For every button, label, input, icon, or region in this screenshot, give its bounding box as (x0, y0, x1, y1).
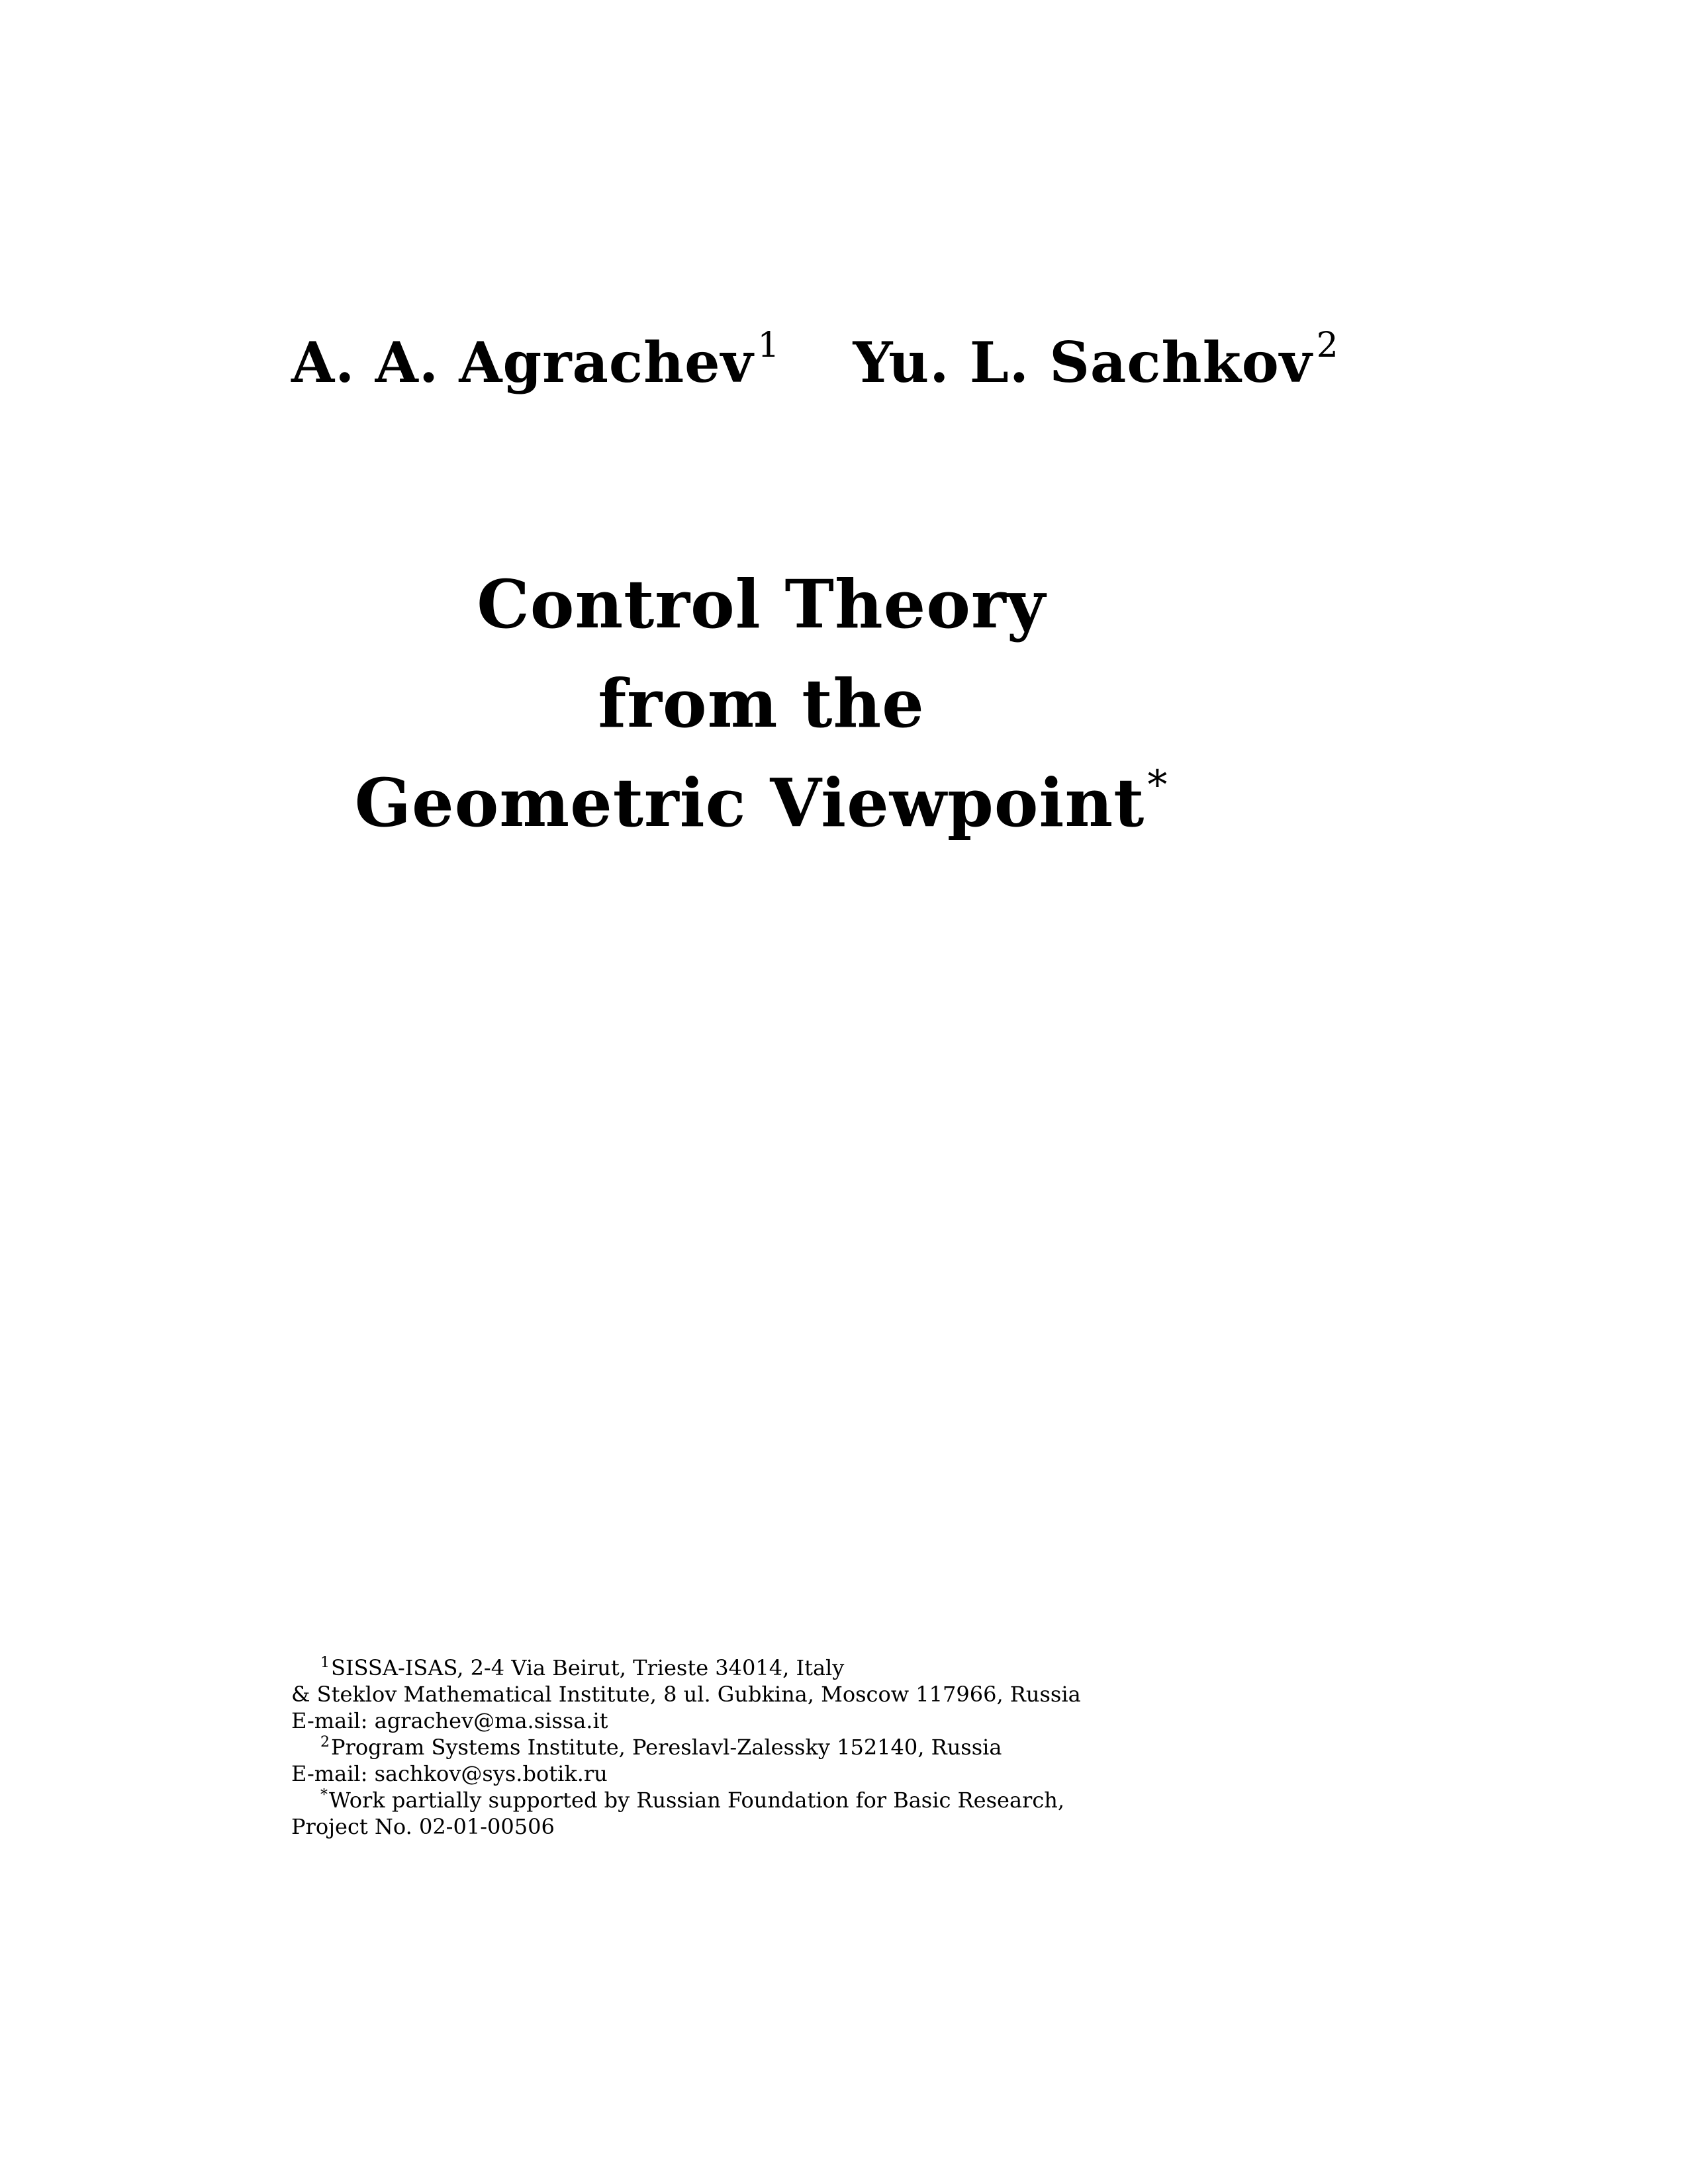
author-agrachev (291, 323, 780, 410)
authors-line (291, 323, 1339, 402)
affiliation-mark: 2 (1316, 326, 1339, 365)
title-line-2: from the (598, 664, 925, 743)
book-title (0, 555, 1523, 852)
footnote-3-line-1 (291, 1787, 1417, 1813)
footnote-2-line-2: E-mail: sachkov@sys.botik.ru (291, 1761, 608, 1786)
footnote-mark: 2 (320, 1734, 330, 1751)
footnote-text: SISSA-ISAS, 2-4 Via Beirut, Trieste 34014, Italy (331, 1655, 845, 1680)
footnote-1-line-2: & Steklov Mathematical Institute, 8 ul. Gubkina, Moscow 117966, Russia (291, 1682, 1081, 1707)
author-sachkov (853, 323, 1338, 410)
footnote-text: Work partially supported by Russian Foundation for Basic Research, (329, 1788, 1065, 1813)
footnote-mark: 1 (320, 1655, 330, 1671)
footnote-2-line-1 (291, 1734, 1417, 1760)
title-line-3 (0, 753, 1523, 852)
funding-mark: * (1147, 762, 1168, 808)
author-name: A. A. Agrachev (291, 330, 754, 395)
footnote-mark: * (320, 1787, 328, 1803)
footnote-1-line-1 (291, 1655, 1417, 1681)
affiliation-mark: 1 (757, 326, 780, 365)
footnote-1-line-3: E-mail: agrachev@ma.sissa.it (291, 1708, 608, 1733)
footnote-text: Program Systems Institute, Pereslavl-Zalessky 152140, Russia (331, 1735, 1002, 1760)
footnotes (291, 1655, 1417, 1840)
footnote-3-line-2: Project No. 02-01-00506 (291, 1814, 555, 1839)
title-line-1: Control Theory (477, 565, 1046, 643)
title-text: Geometric Viewpoint (354, 764, 1145, 842)
author-name: Yu. L. Sachkov (853, 330, 1313, 395)
